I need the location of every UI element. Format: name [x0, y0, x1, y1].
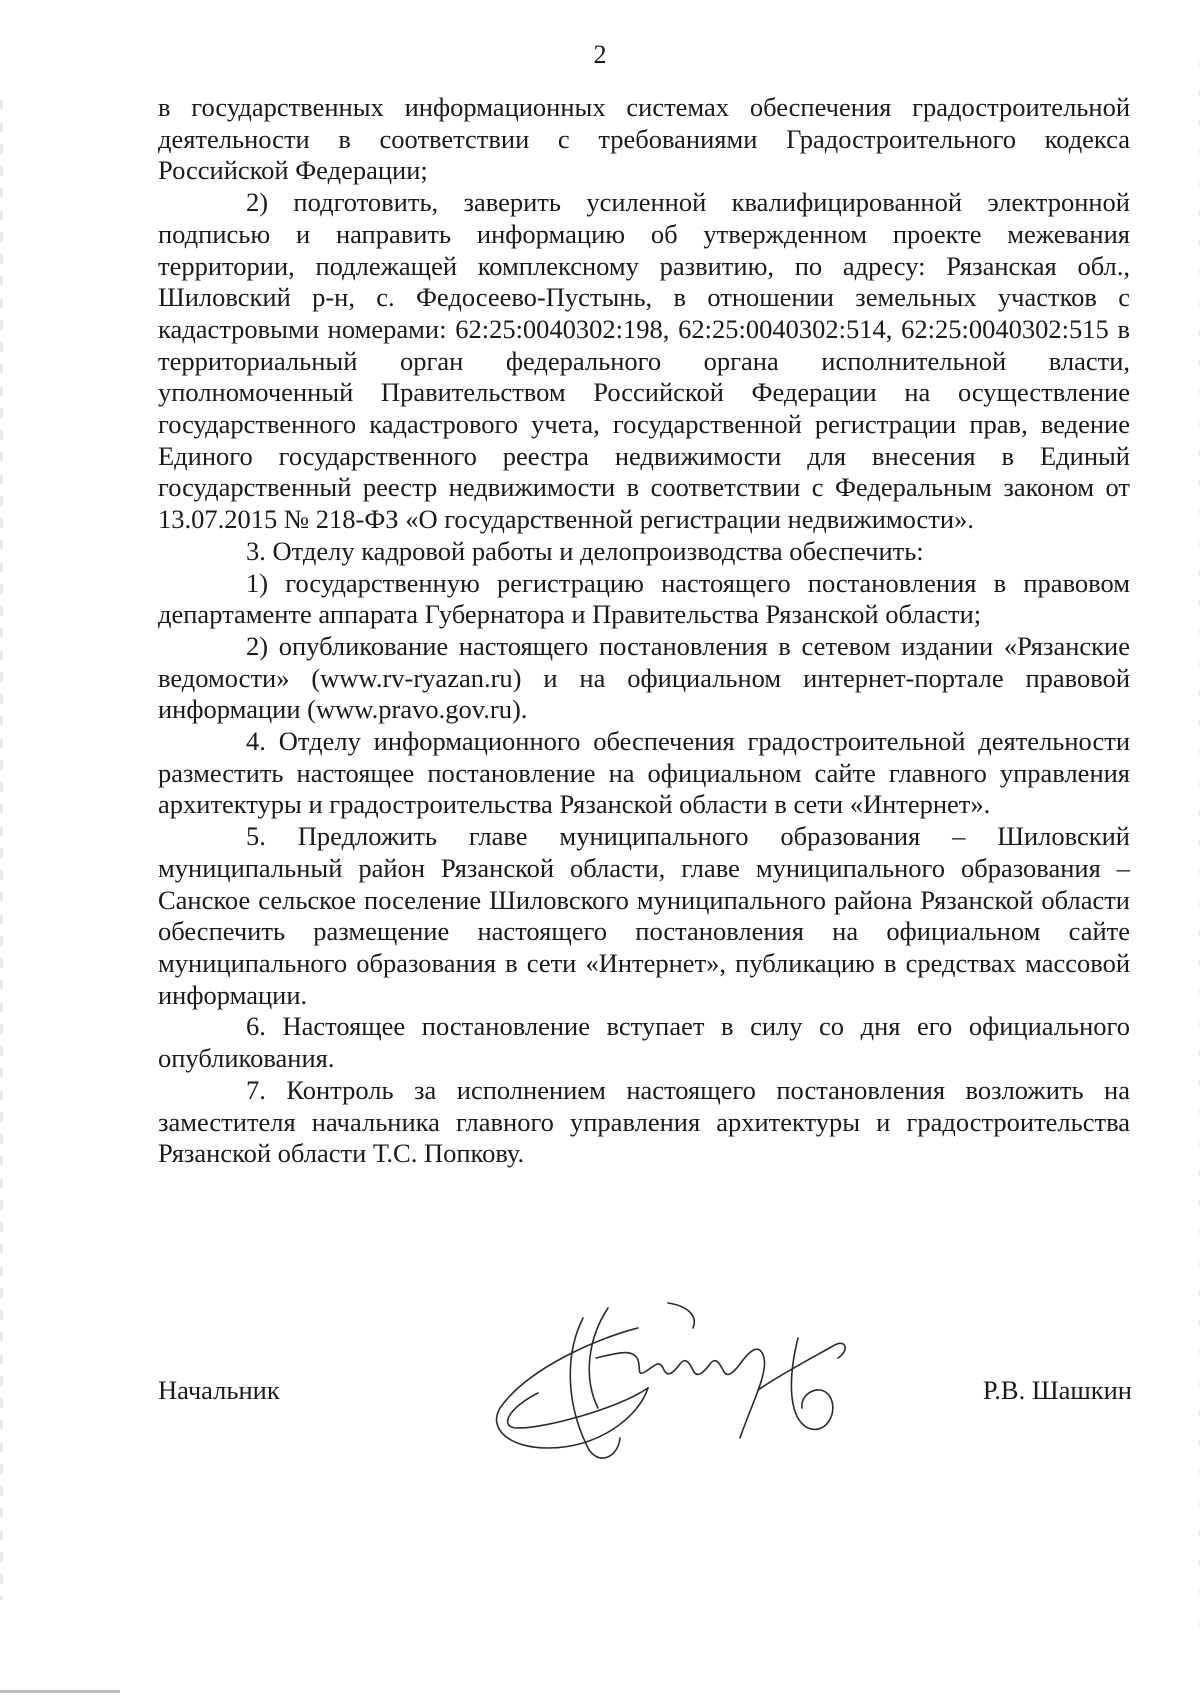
- document-body: [158, 92, 1130, 1170]
- paragraph-item-6: 6. Настоящее постановление вступает в силу со дня его официального опубликования.: [158, 1011, 1130, 1074]
- scan-edge-mark: [0, 100, 3, 1600]
- handwritten-signature: [488, 1298, 888, 1468]
- paragraph-item-3-2: 2) опубликование настоящего постановления в сетевом издании «Рязанские ведомости» (www.rv-ryazan.ru) и на официальном интернет-портале правовой информации (www.pravo.gov.ru).: [158, 630, 1130, 725]
- paragraph-continuation: в государственных информационных системах обеспечения градостроительной деятельности в соответствии с требованиями Градостроительного кодекса Российской Федерации;: [158, 92, 1130, 186]
- paragraph-item-3-1: 1) государственную регистрацию настоящего постановления в правовом департаменте аппарата Губернатора и Правительства Рязанской области;: [158, 567, 1130, 630]
- signatory-title: Начальник: [158, 1375, 280, 1405]
- signatory-name: Р.В. Шашкин: [982, 1375, 1132, 1405]
- paragraph-item-4: 4. Отделу информационного обеспечения градостроительной деятельности разместить настоящее постановление на официальном сайте главного управления архитектуры и градостроительства Рязанской области в сети «Интернет».: [158, 726, 1130, 820]
- paragraph-item-7: 7. Контроль за исполнением настоящего постановления возложить на заместителя начальника главного управления архитектуры и градостроительства Рязанской области Т.С. Попкову.: [158, 1074, 1130, 1169]
- paragraph-item-3: 3. Отделу кадровой работы и делопроизводства обеспечить:: [246, 535, 924, 566]
- page-number: 2: [593, 40, 607, 69]
- scan-bottom-mark: [0, 1690, 120, 1693]
- paragraph-item-5: 5. Предложить главе муниципального образования – Шиловский муниципальный район Рязанской области, главе муниципального образования – Санское сельское поселение Шиловского муниципального района Рязанской области обеспечить размещение настоящего постановления на официальном сайте муниципального образования в сети «Интернет», публикацию в средствах массовой информации.: [158, 821, 1130, 1010]
- paragraph-item-2-2: 2) подготовить, заверить усиленной квалифицированной электронной подписью и направить информацию об утвержденном проекте межевания территории, подлежащей комплексному развитию, по адресу: Рязанская обл., Шиловский р-н, с. Федосеево-Пустынь, в отношении земельных участков с кадастровыми номерами: 62:25:0040302:198, 62:25:0040302:514, 62:25:0040302:515 в территориальный орган федерального органа исполнительной власти, уполномоченный Правительством Российской Федерации на осуществление государственного кадастрового учета, государственной регистрации прав, ведение Единого государственного реестра недвижимости для внесения в Единый государственный реестр недвижимости в соответствии с Федеральным законом от 13.07.2015 № 218-ФЗ «О государственной регистрации недвижимости».: [158, 187, 1130, 535]
